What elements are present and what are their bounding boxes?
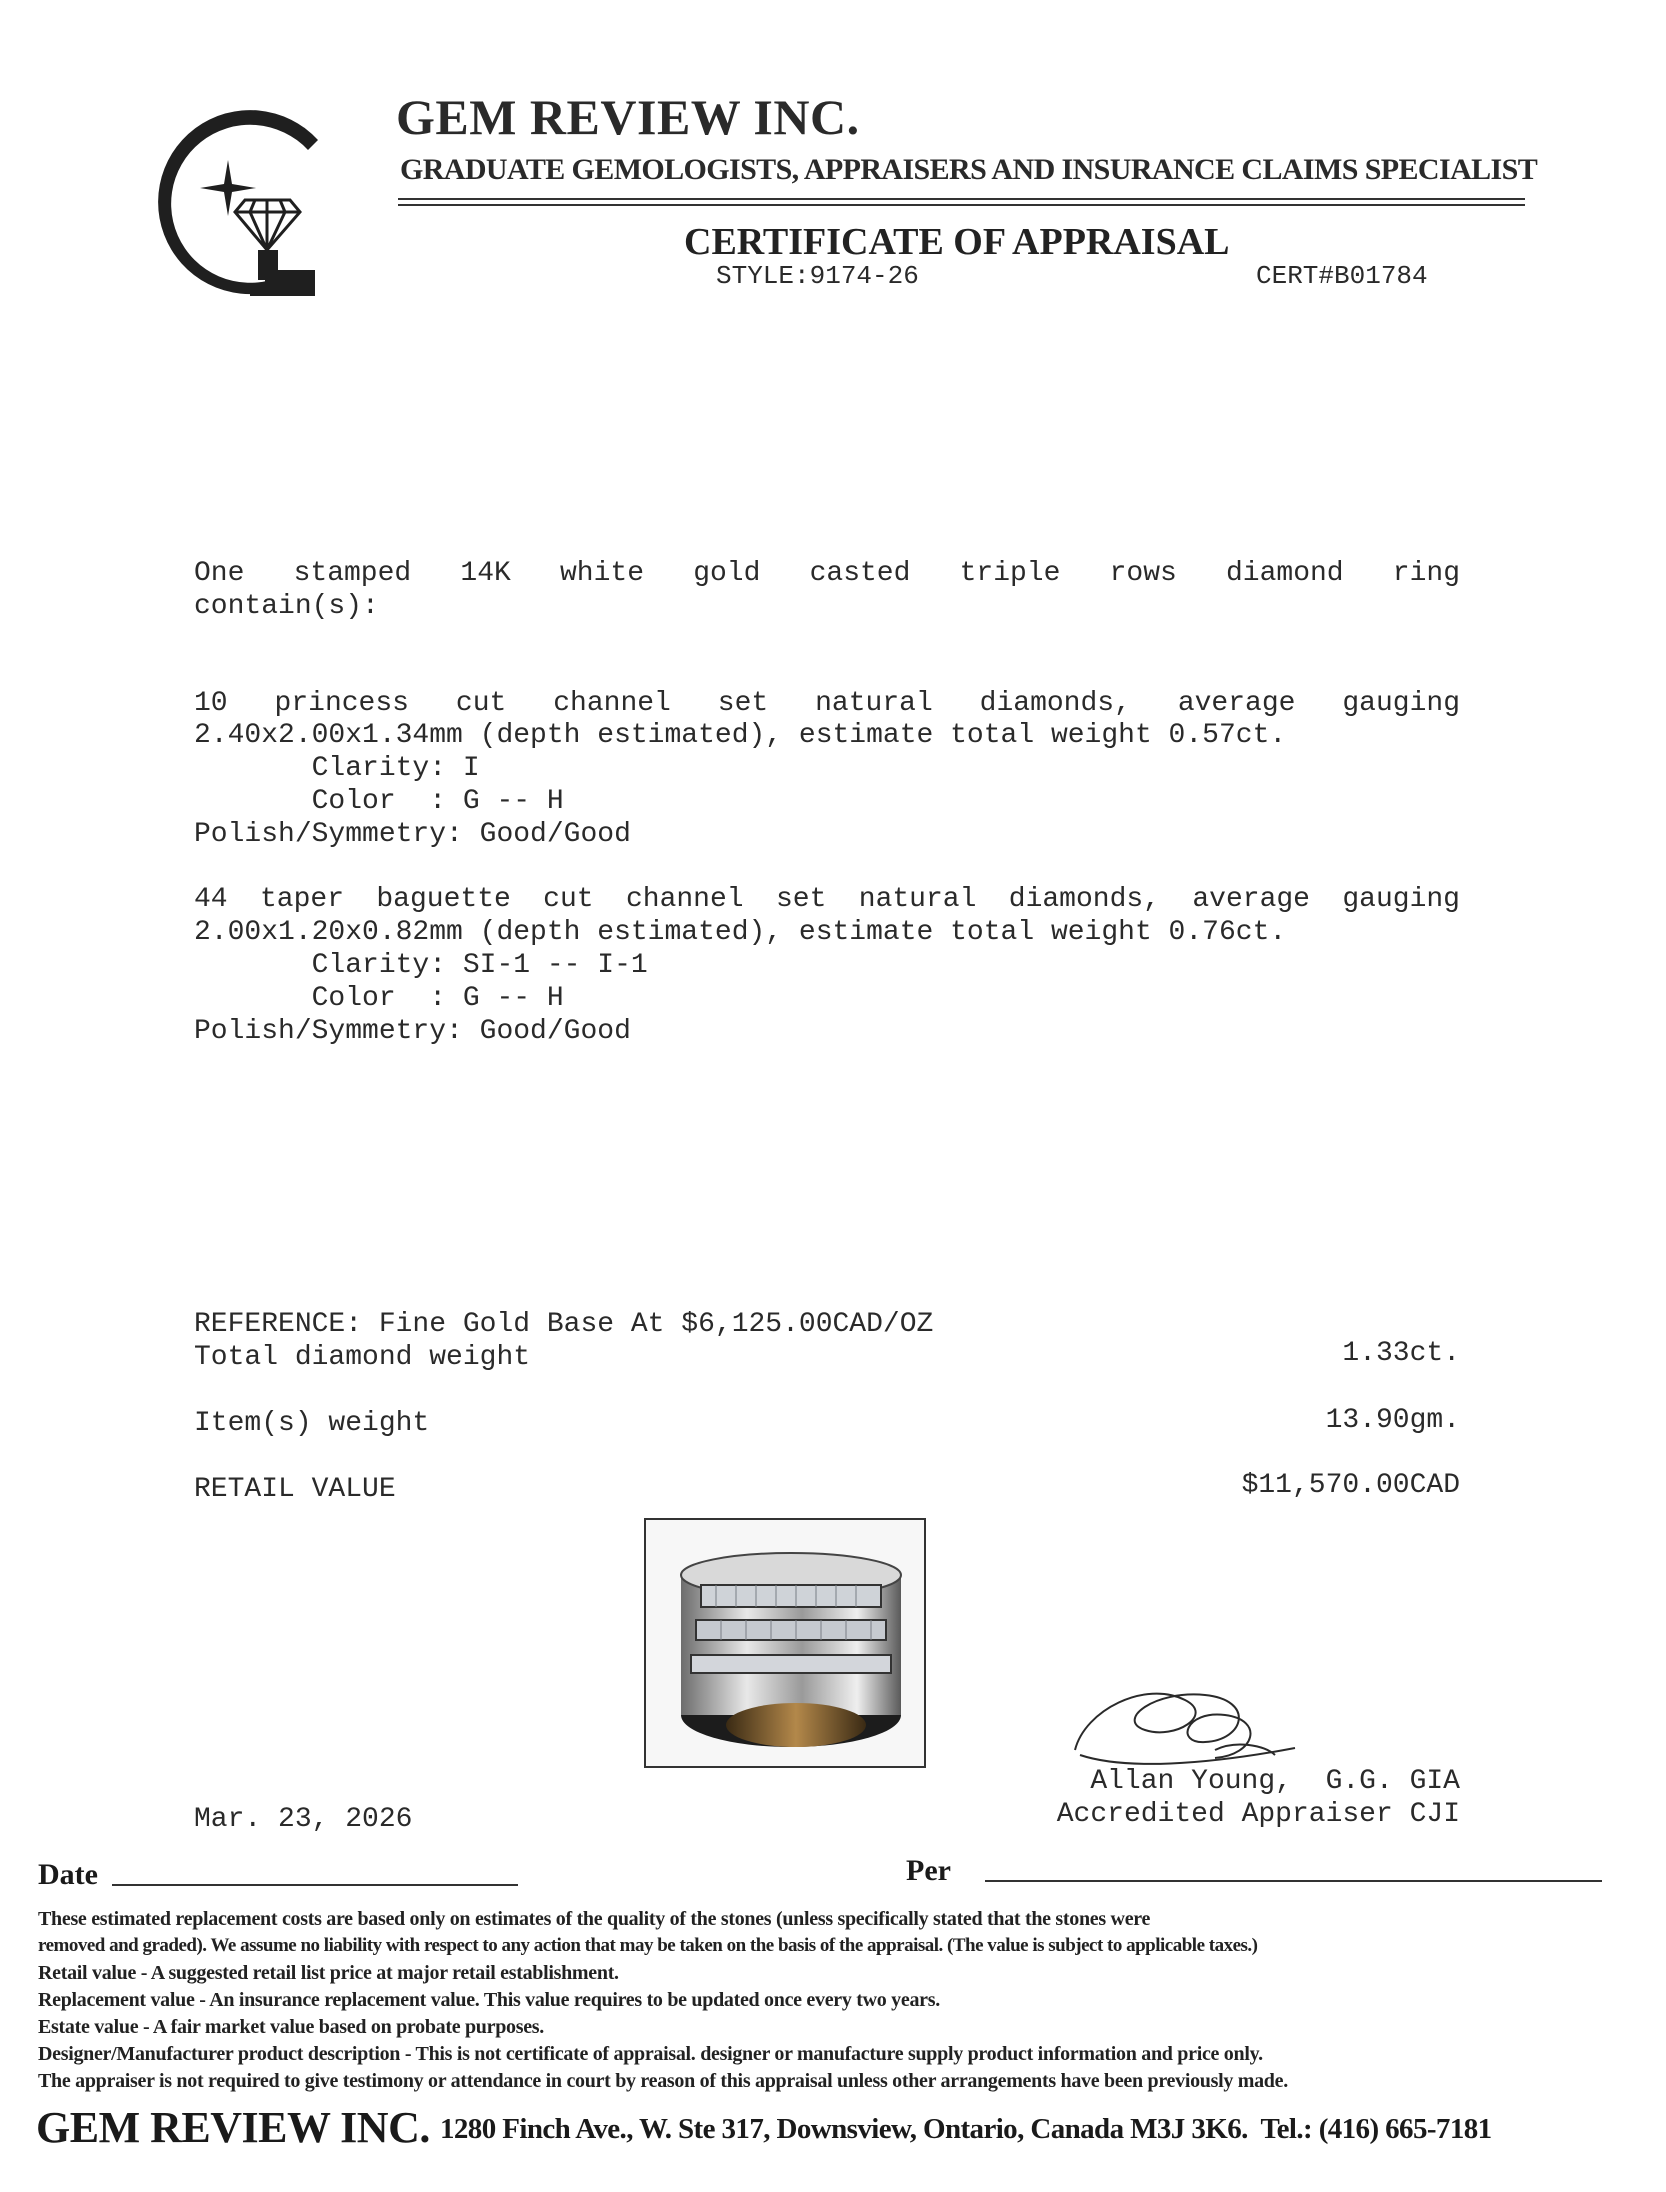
footer-address: 1280 Finch Ave., W. Ste 317, Downsview, Ontario, Canada M3J 3K6. Tel.: (416) 665-7181	[440, 2113, 1492, 2145]
stone-2-description: 44 taper baguette cut channel set natural diamonds, average gauging	[194, 884, 1460, 915]
stone-1-polish: Polish/Symmetry: Good/Good	[194, 819, 631, 850]
certificate-title: CERTIFICATE OF APPRAISAL	[684, 221, 1230, 263]
disclaimer-line: removed and graded). We assume no liability with respect to any action that may be taken on the basis of the appraisal. (The value is subject to applicable taxes.)	[38, 1935, 1258, 1956]
item-weight-label: Item(s) weight	[194, 1408, 430, 1439]
per-field-label: Per	[906, 1854, 951, 1887]
date-field-label: Date	[38, 1858, 98, 1891]
item-description: One stamped 14K white gold casted triple rows diamond ring	[194, 558, 1460, 589]
stone-1-color: Color : G -- H	[194, 786, 564, 817]
retail-value-label: RETAIL VALUE	[194, 1474, 396, 1505]
stone-2-clarity: Clarity: SI-1 -- I-1	[194, 950, 648, 981]
stone-2-color: Color : G -- H	[194, 983, 564, 1014]
ring-photo	[644, 1518, 926, 1768]
stone-2-polish: Polish/Symmetry: Good/Good	[194, 1016, 631, 1047]
gold-reference: REFERENCE: Fine Gold Base At $6,125.00CAD/OZ	[194, 1309, 934, 1340]
disclaimer-line: These estimated replacement costs are based only on estimates of the quality of the stones (unless specifically stated that the stones were	[38, 1908, 1151, 1930]
item-weight-value: 13.90gm.	[1325, 1405, 1460, 1436]
appraiser-signature	[1065, 1670, 1325, 1780]
diamond-logo-icon	[140, 100, 340, 300]
header-divider-bottom	[398, 204, 1525, 206]
per-signature-line	[985, 1880, 1602, 1882]
footer-company-name: GEM REVIEW INC.	[36, 2103, 430, 2152]
appraiser-name: Allan Young, G.G. GIA	[1090, 1766, 1460, 1797]
style-number: STYLE:9174-26	[716, 261, 919, 291]
total-diamond-weight-label: Total diamond weight	[194, 1342, 531, 1373]
stone-1-description: 10 princess cut channel set natural diamonds, average gauging	[194, 688, 1460, 719]
appraisal-date: Mar. 23, 2026	[194, 1804, 413, 1835]
retail-value-amount: $11,570.00CAD	[1241, 1470, 1460, 1501]
disclaimer-line: Designer/Manufacturer product description - This is not certificate of appraisal. designer or manufacture supply product information and price only.	[38, 2043, 1263, 2065]
company-subtitle: GRADUATE GEMOLOGISTS, APPRAISERS AND INSURANCE CLAIMS SPECIALIST	[400, 153, 1538, 186]
item-description-continued: contain(s):	[194, 591, 379, 622]
disclaimer-line: Estate value - A fair market value based on probate purposes.	[38, 2016, 544, 2038]
company-name: GEM REVIEW INC.	[396, 89, 860, 145]
date-signature-line	[112, 1884, 518, 1886]
disclaimer-line: Replacement value - An insurance replacement value. This value requires to be updated once every two years.	[38, 1989, 940, 2011]
disclaimer-line: The appraiser is not required to give testimony or attendance in court by reason of this appraisal unless other arrangements have been previously made.	[38, 2070, 1288, 2092]
total-diamond-weight-value: 1.33ct.	[1342, 1338, 1460, 1369]
company-logo	[140, 100, 340, 300]
disclaimer-line: Retail value - A suggested retail list price at major retail establishment.	[38, 1962, 619, 1984]
appraiser-title: Accredited Appraiser CJI	[1056, 1799, 1460, 1830]
stone-1-clarity: Clarity: I	[194, 753, 480, 784]
stone-1-measurements: 2.40x2.00x1.34mm (depth estimated), estimate total weight 0.57ct.	[194, 720, 1287, 751]
header-divider-top	[398, 198, 1525, 200]
certificate-number: CERT#B01784	[1256, 261, 1428, 291]
stone-2-measurements: 2.00x1.20x0.82mm (depth estimated), estimate total weight 0.76ct.	[194, 917, 1287, 948]
